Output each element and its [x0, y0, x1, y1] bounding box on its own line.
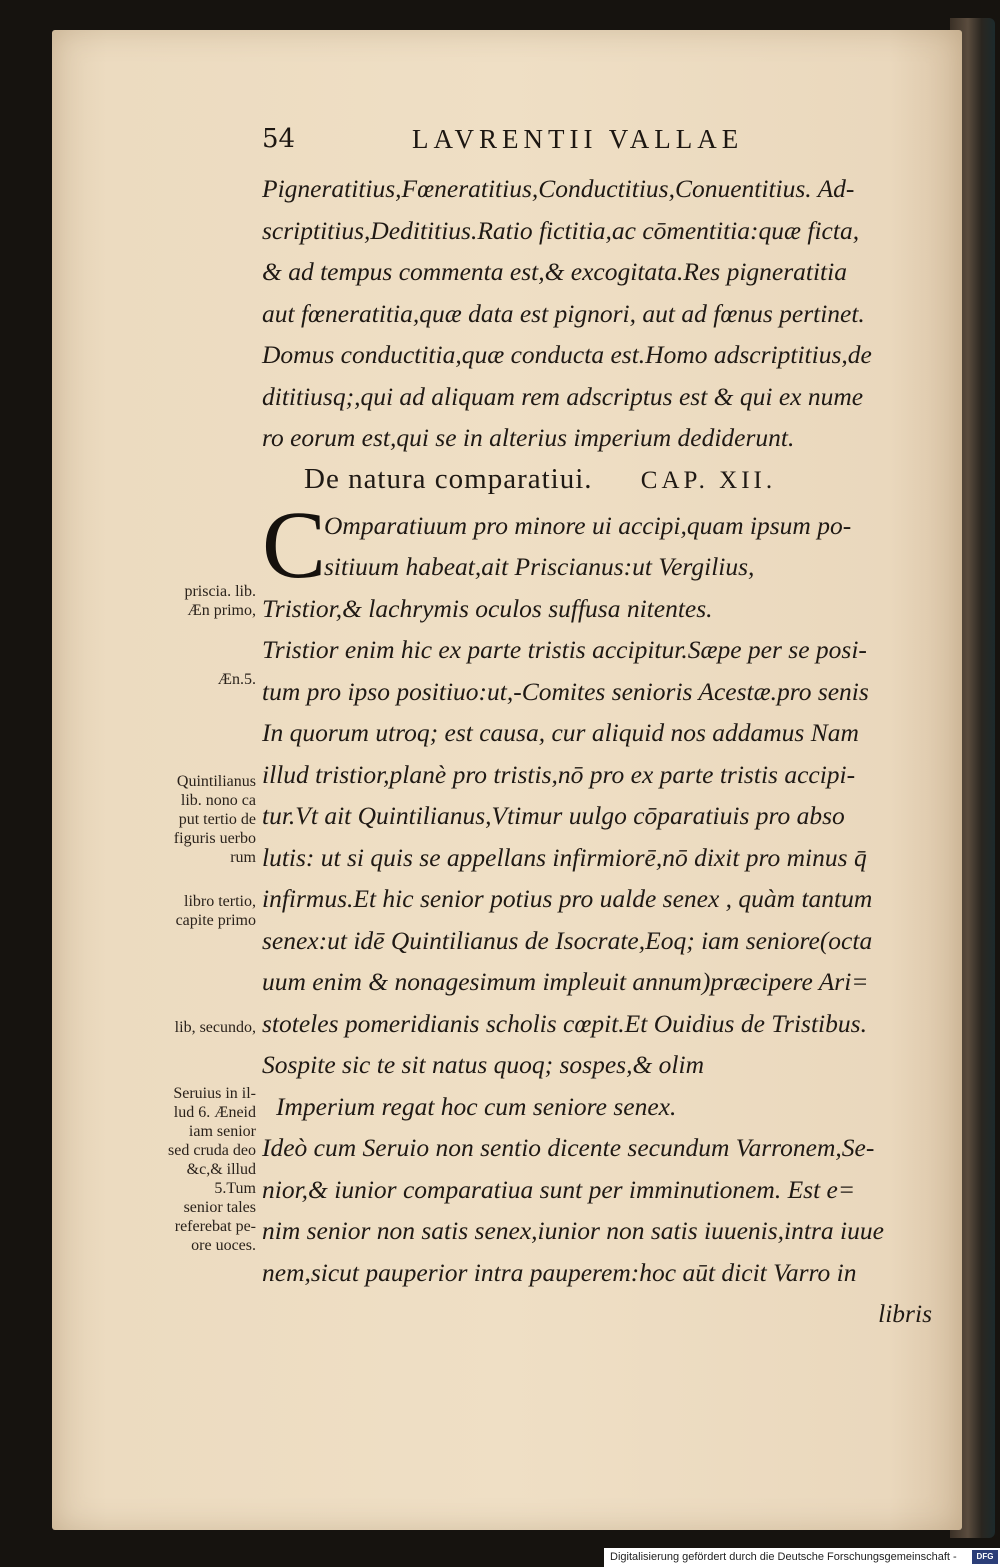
text-line: senex:ut idē Quintilianus de Isocrate,Eoq; iam seniore(octa [262, 925, 873, 955]
margin-note-line: figuris uerbo [173, 830, 256, 847]
drop-cap-letter: C [262, 490, 327, 598]
text-line: dititiusq;,qui ad aliquam rem adscriptus est & qui ex nume [262, 381, 864, 411]
margin-note-line: 5.Tum [214, 1180, 256, 1197]
text-line: infirmus.Et hic senior potius pro ualde senex , quàm tantum [262, 884, 873, 913]
text-line: Tristior,& lachrymis oculos suffusa nitentes. [262, 593, 713, 623]
margin-note-line: libro tertio, [184, 893, 256, 910]
verse-line: Imperium regat hoc cum seniore senex. [276, 1091, 677, 1121]
text-line: Pigneratitius,Fœneratitius,Conductitius,Conuentitius. Ad- [262, 174, 855, 203]
margin-note-lib-secundo [126, 1018, 256, 1037]
margin-note-line: sed cruda deo [168, 1142, 256, 1159]
margin-note-line: Æn primo, [187, 602, 256, 619]
margin-note-line: put tertio de [178, 811, 256, 828]
footer-credit: Digitalisierung gefördert durch die Deutsche Forschungsgemeinschaft - [610, 1551, 957, 1563]
text-line: lutis: ut si quis se appellans infirmiorē,nō dixit pro minus q̄ [262, 842, 867, 872]
chapter-heading [262, 459, 952, 505]
margin-note-line: Seruius in il- [173, 1085, 256, 1102]
page-number: 54 [262, 124, 296, 154]
running-title: LAVRENTII VALLAE [412, 124, 744, 154]
text-line: nior,& iunior comparatiua sunt per imminutionem. Est e= [262, 1174, 856, 1204]
text-line: In quorum utroq; est causa, cur aliquid nos addamus Nam [262, 718, 859, 747]
chapter-title: De natura comparatiui. [304, 462, 593, 495]
margin-note-line: referebat pe- [174, 1218, 256, 1235]
running-head [262, 124, 942, 164]
margin-note-line: Æn.5. [217, 671, 256, 688]
text-line: Domus conductitia,quæ conducta est.Homo adscriptitius,de [262, 340, 872, 369]
text-line: aut fœneratitia,quæ data est pignori, aut ad fœnus pertinet. [262, 298, 865, 328]
text-line: stoteles pomeridianis scholis cœpit.Et Ouidius de Tristibus. [262, 1008, 867, 1038]
text-line: Tristior enim hic ex parte tristis accipitur.Sæpe per se posi- [262, 635, 867, 664]
margin-note-quintilianus [126, 772, 256, 867]
margin-note-priscian [126, 582, 256, 620]
text-line: nem,sicut pauperior intra pauperem:hoc aūt dicit Varro in [262, 1257, 857, 1287]
margin-note-seruius [126, 1084, 256, 1255]
margin-note-line: lib, secundo, [174, 1019, 256, 1036]
text-line: tur.Vt ait Quintilianus,Vtimur uulgo cōparatiuis pro abso [262, 801, 845, 830]
margin-note-line: capite primo [175, 912, 256, 929]
digitization-footer [604, 1548, 1000, 1567]
catchword: libris [878, 1299, 932, 1328]
dfg-logo: DFG [972, 1550, 998, 1564]
text-line: sitiuum habeat,ait Priscianus:ut Vergilius, [324, 552, 755, 581]
verse-line: Sospite sic te sit natus quoq; sospes,& olim [262, 1050, 704, 1079]
margin-note-line: senior tales [183, 1199, 256, 1216]
text-line: tum pro ipso positiuo:ut,-Comites senioris Acestæ.pro senis [262, 676, 869, 706]
margin-note-line: iam senior [188, 1123, 256, 1140]
dropcap-paragraph-start [262, 490, 952, 598]
text-line: Ideò cum Seruio non sentio dicente secundum Varronem,Se- [262, 1133, 875, 1162]
text-line: illud tristior,planè pro tristis,nō pro ex parte tristis accipi- [262, 759, 856, 789]
margin-note-line: rum [230, 849, 256, 866]
margin-note-line: priscia. lib. [184, 583, 256, 600]
text-line: scriptitius,Dedititius.Ratio fictitia,ac cōmentitia:quæ ficta, [262, 215, 860, 245]
margin-note-libro-tertio [126, 892, 256, 930]
margin-note-line: lud 6. Æneid [173, 1104, 256, 1121]
text-line: & ad tempus commenta est,& excogitata.Res pigneratitia [262, 257, 847, 286]
margin-note-line: ore uoces. [191, 1237, 256, 1254]
text-line: nim senior non satis senex,iunior non satis iuuenis,intra iuue [262, 1216, 884, 1245]
text-line: Omparatiuum pro minore ui accipi,quam ipsum po- [324, 510, 852, 540]
chapter-number: CAP. XII. [640, 466, 777, 494]
margin-note-line: lib. nono ca [180, 792, 256, 809]
text-line: ro eorum est,qui se in alterius imperium dediderunt. [262, 423, 795, 452]
main-text-block [262, 168, 952, 1335]
margin-note-aeneid-5 [126, 670, 256, 689]
margin-note-line: &c,& illud [186, 1161, 256, 1178]
text-line: uum enim & nonagesimum impleuit annum)præcipere Ari= [262, 967, 869, 996]
margin-note-line: Quintilianus [176, 773, 256, 790]
